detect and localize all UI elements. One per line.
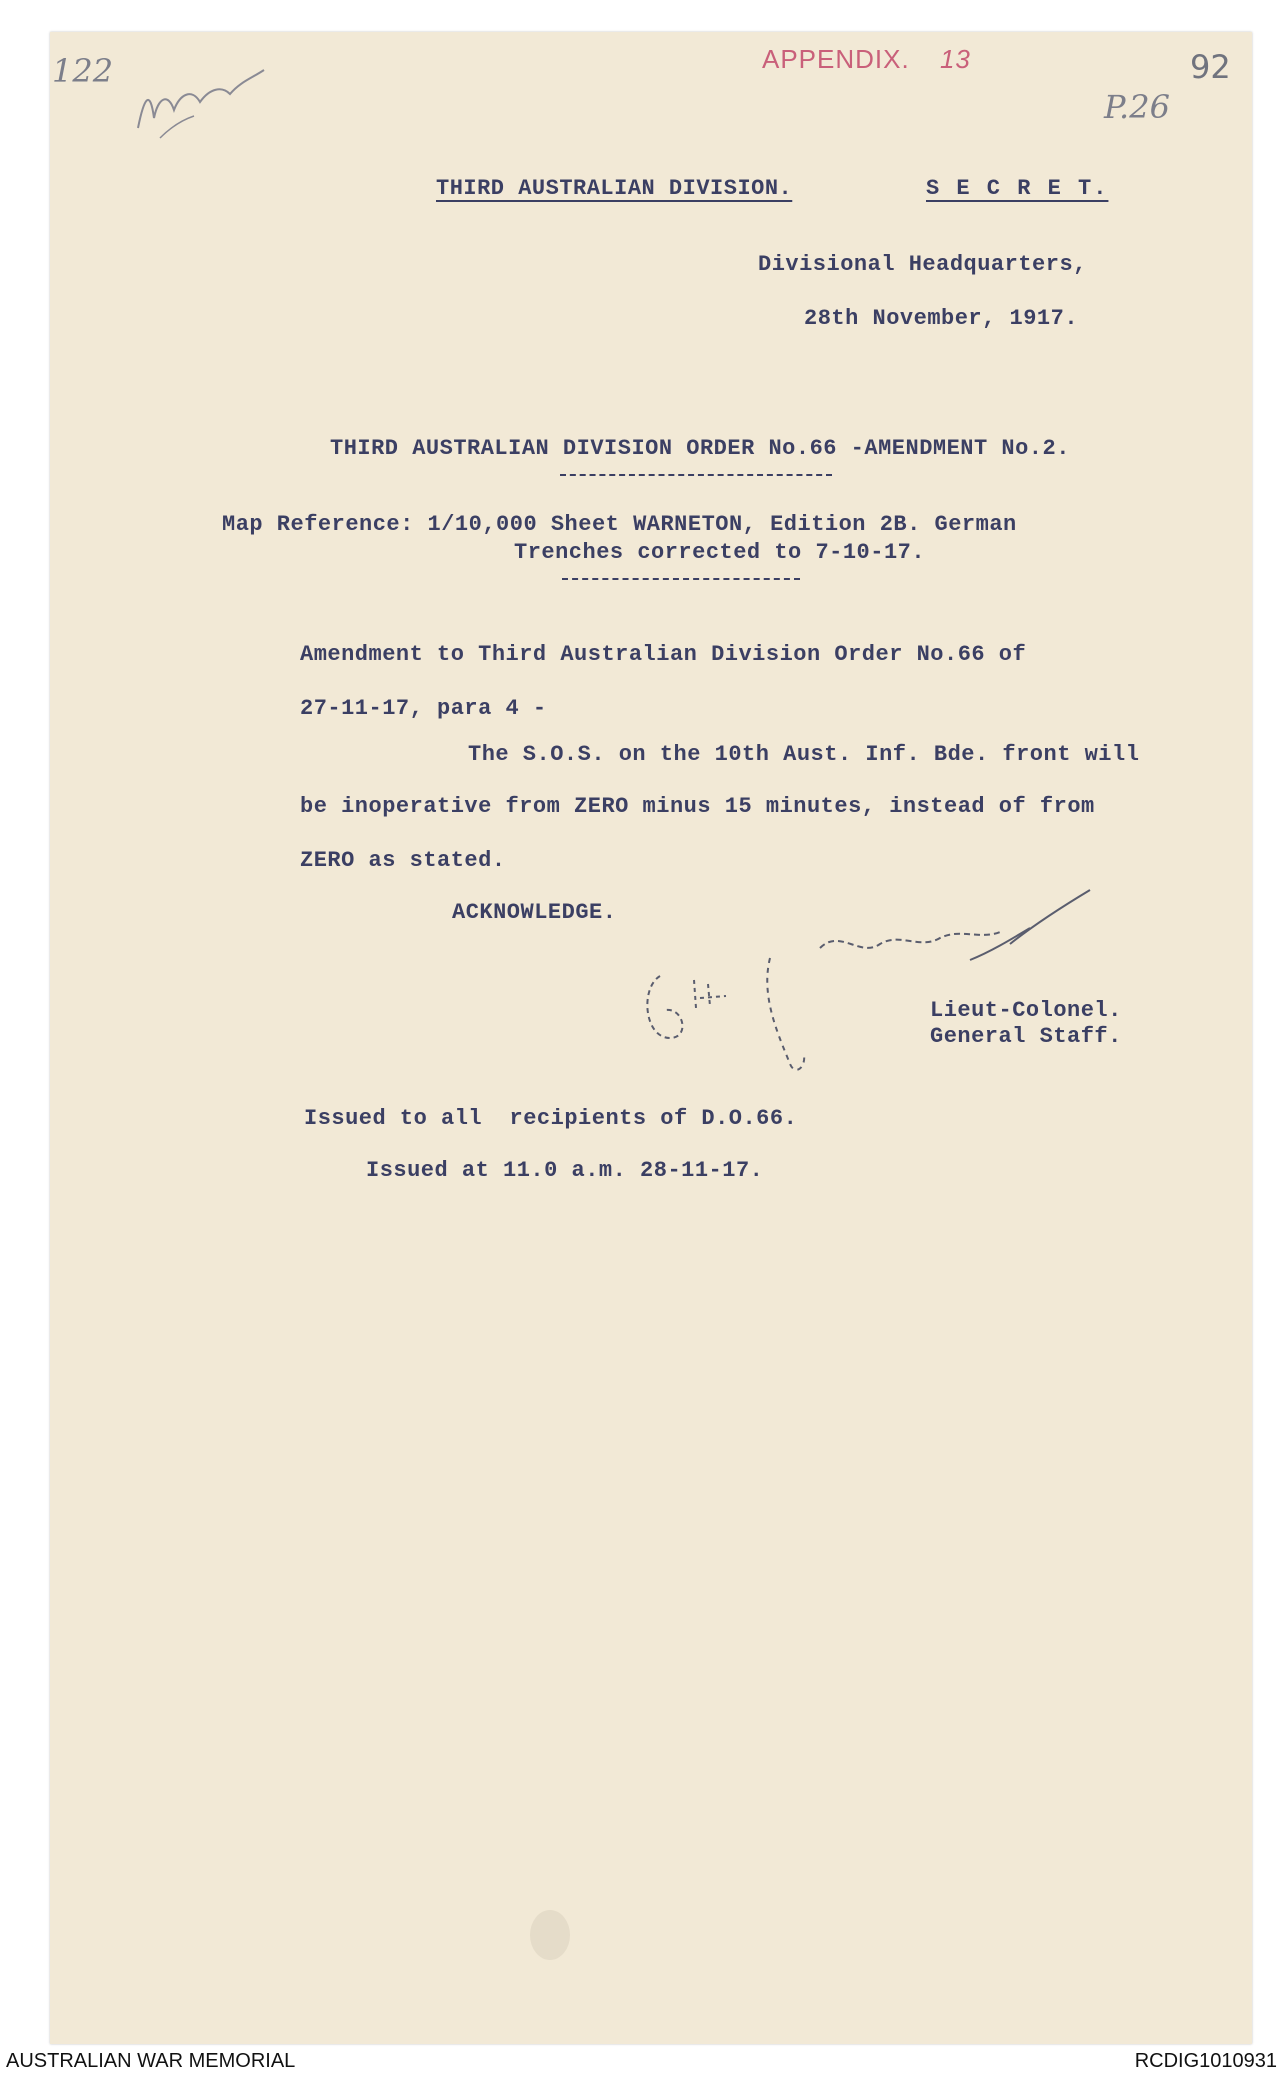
page-reference: P.26	[1104, 88, 1170, 126]
signature-icon	[630, 888, 1110, 1088]
classification-heading: S E C R E T.	[926, 176, 1109, 201]
catalogue-id: RCDIG1010931	[1134, 2050, 1277, 2072]
origin-place: Divisional Headquarters,	[758, 252, 1087, 277]
appendix-stamp-label: APPENDIX.	[762, 44, 910, 74]
map-reference-divider	[562, 578, 800, 580]
handwritten-scribble-icon	[130, 58, 270, 148]
body-line-4: be inoperative from ZERO minus 15 minutes, instead of from	[300, 794, 1095, 819]
origin-date: 28th November, 1917.	[804, 306, 1079, 331]
appendix-stamp-number: 13	[939, 44, 971, 74]
page-number-right: 92	[1190, 48, 1231, 86]
page-number-left: 122	[52, 52, 114, 90]
appendix-stamp	[762, 44, 971, 75]
signatory-rank: Lieut-Colonel.	[930, 998, 1122, 1023]
paper-stain	[530, 1910, 570, 1960]
body-line-1: Amendment to Third Australian Division Order No.66 of	[300, 642, 1027, 667]
body-line-5: ZERO as stated.	[300, 848, 506, 873]
map-reference-line-2: Trenches corrected to 7-10-17.	[514, 540, 926, 565]
issued-at: Issued at 11.0 a.m. 28-11-17.	[366, 1158, 764, 1183]
issued-to: Issued to all recipients of D.O.66.	[304, 1106, 798, 1131]
body-line-2: 27-11-17, para 4 -	[300, 696, 547, 721]
title-divider	[560, 474, 832, 476]
body-line-3: The S.O.S. on the 10th Aust. Inf. Bde. front will	[468, 742, 1140, 767]
order-title: THIRD AUSTRALIAN DIVISION ORDER No.66 -AMENDMENT No.2.	[330, 436, 1070, 461]
acknowledge: ACKNOWLEDGE.	[452, 900, 617, 925]
signatory-role: General Staff.	[930, 1024, 1122, 1049]
division-heading: THIRD AUSTRALIAN DIVISION.	[436, 176, 793, 201]
institution-credit: AUSTRALIAN WAR MEMORIAL	[6, 2050, 296, 2072]
map-reference-line-1: Map Reference: 1/10,000 Sheet WARNETON, Edition 2B. German	[222, 512, 1017, 537]
